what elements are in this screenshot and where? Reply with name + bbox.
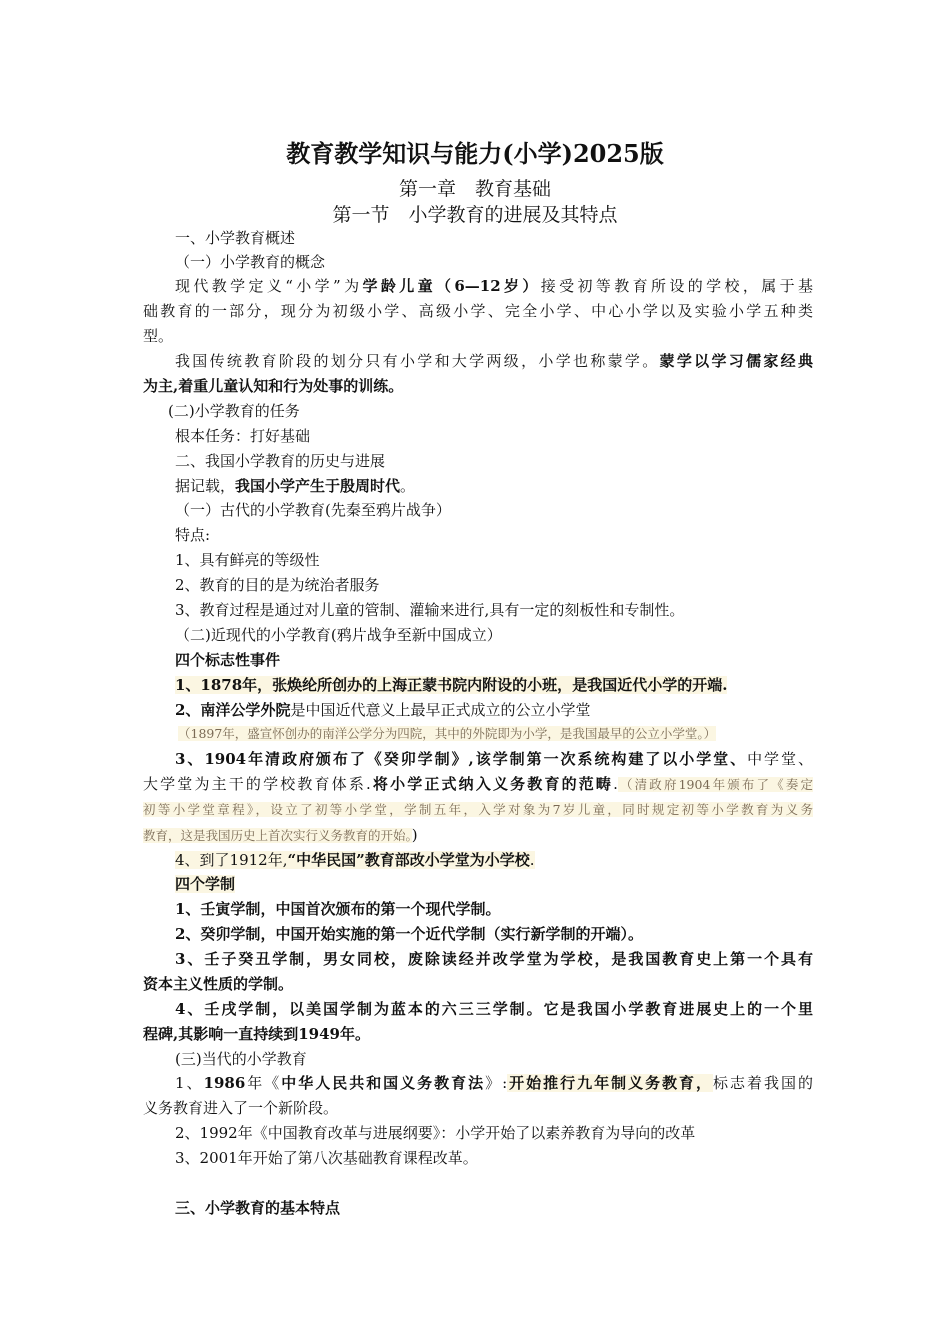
- heading-concept: （一）小学教育的概念: [175, 253, 326, 271]
- paragraph-line: 现代教学定义“小学”为学龄儿童（6—12岁）接受初等教育所设的学校，属于基: [175, 277, 813, 295]
- section-heading: 第一节 小学教育的进展及其特点: [332, 204, 618, 226]
- text-line: 1、具有鲜亮的等级性: [175, 551, 320, 569]
- heading-modern: （二)近现代的小学教育(鸦片战争至新中国成立）: [175, 626, 502, 644]
- document-title: 教育教学知识与能力(小学)2025版: [286, 139, 664, 168]
- paragraph-line: 3、壬子癸丑学制，男女同校，废除读经并改学堂为学校，是我国教育史上第一个具有: [175, 950, 813, 968]
- highlighted-line: 4、到了1912年,“中华民国”教育部改小学堂为小学校.: [175, 851, 535, 869]
- text-line: 2、教育的目的是为统治者服务: [175, 576, 380, 594]
- heading-history: 二、我国小学教育的历史与进展: [175, 452, 386, 470]
- text-line: 四个标志性事件: [175, 651, 281, 669]
- note-line: （1897年，盛宣怀创办的南洋公学分为四院，其中的外院即为小学，是我国最早的公立小学堂。）: [178, 726, 717, 741]
- heading-systems: 四个学制: [175, 875, 236, 893]
- paragraph-line: 础教育的一部分，现分为初级小学、高级小学、完全小学、中心小学以及实验小学五种类: [143, 302, 813, 320]
- text-line: 3、2001年开始了第八次基础教育课程改革。: [175, 1149, 478, 1167]
- heading-overview: 一、小学教育概述: [175, 229, 296, 247]
- paragraph-line: 4、壬戌学制，以美国学制为蓝本的六三三学制。它是我国小学教育进展史上的一个里: [175, 1000, 813, 1018]
- paragraph-line: 义务教育进入了一个新阶段。: [143, 1099, 339, 1117]
- heading-features: 三、小学教育的基本特点: [175, 1199, 341, 1217]
- text-line: 1、壬寅学制，中国首次颁布的第一个现代学制。: [175, 900, 501, 918]
- heading-ancient: （一）古代的小学教育(先秦至鸦片战争）: [175, 501, 451, 519]
- paragraph-line: 3、1904年清政府颁布了《癸卯学制》,该学制第一次系统构建了以小学堂、中学堂、: [175, 750, 813, 768]
- note-line: 教育，这是我国历史上首次实行义务教育的开始。): [143, 826, 418, 844]
- text-line: 根本任务：打好基础: [175, 427, 311, 445]
- heading-contemporary: (三)当代的小学教育: [175, 1050, 307, 1068]
- chapter-heading: 第一章 教育基础: [398, 178, 551, 200]
- highlighted-line: 1、1878年，张焕纶所创办的上海正蒙书院内附设的小班，是我国近代小学的开端.: [175, 676, 728, 694]
- note-line: 初等小学堂章程》，设立了初等小学堂，学制五年，入学对象为7岁儿童，同时规定初等小学教育为义务: [143, 802, 813, 817]
- heading-task: (二)小学教育的任务: [168, 402, 300, 420]
- text-line: 3、教育过程是通过对儿童的管制、灌输来进行,具有一定的刻板性和专制性。: [175, 601, 685, 619]
- text-line: 特点:: [175, 526, 211, 544]
- text-line: 2、南洋公学外院是中国近代意义上最早正式成立的公立小学堂: [175, 701, 591, 719]
- text-line: 2、1992年《中国教育改革与进展纲要》：小学开始了以素养教育为导向的改革: [175, 1124, 696, 1142]
- paragraph-line: 1、1986年《中华人民共和国义务教育法》:开始推行九年制义务教育，标志着我国的: [175, 1074, 813, 1092]
- paragraph-line: 资本主义性质的学制。: [143, 975, 294, 993]
- paragraph-line: 型。: [143, 327, 174, 345]
- paragraph-line: 程碑,其影响一直持续到1949年。: [143, 1025, 370, 1043]
- paragraph-line: 大学堂为主干的学校教育体系.将小学正式纳入义务教育的范畴.（清政府1904年颁布了《奏定: [143, 775, 813, 793]
- paragraph-line: 我国传统教育阶段的划分只有小学和大学两级，小学也称蒙学。蒙学以学习儒家经典: [175, 352, 813, 370]
- paragraph-line: 为主,着重儿童认知和行为处事的训练。: [143, 377, 404, 395]
- text-line: 2、癸卯学制，中国开始实施的第一个近代学制（实行新学制的开端）。: [175, 925, 643, 943]
- text-line: 据记载，我国小学产生于殷周时代。: [175, 477, 416, 495]
